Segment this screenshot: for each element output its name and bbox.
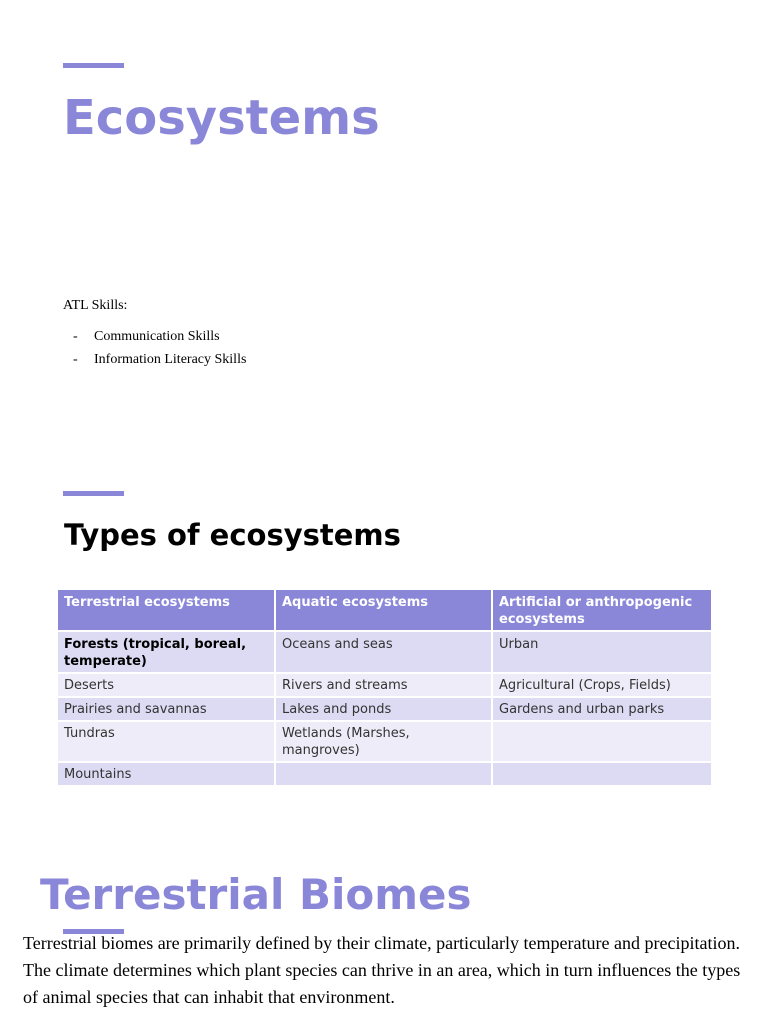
table-row — [58, 762, 711, 786]
table-header-row — [58, 590, 711, 631]
table-cell: Tundras — [58, 721, 275, 762]
section-accent-bar — [63, 491, 124, 496]
table-row — [58, 721, 711, 762]
table-cell: Wetlands (Marshes, mangroves) — [275, 721, 492, 762]
table-cell — [275, 762, 492, 786]
list-bullet: - — [73, 351, 78, 367]
types-heading: Types of ecosystems — [64, 518, 401, 552]
table-cell: Urban — [492, 631, 711, 673]
biomes-paragraph: Terrestrial biomes are primarily defined by their climate, particularly temperature and precipitation. The climate determines which plant species can thrive in an area, which in turn influences the types of animal species that can inhabit that environment. — [23, 933, 741, 1007]
table-cell: Deserts — [58, 673, 275, 697]
table-cell: Oceans and seas — [275, 631, 492, 673]
column-header-aquatic: Aquatic ecosystems — [275, 590, 492, 631]
atl-skills-list — [63, 327, 246, 372]
column-header-terrestrial: Terrestrial ecosystems — [58, 590, 275, 631]
table-cell: Prairies and savannas — [58, 697, 275, 721]
table-cell: Mountains — [58, 762, 275, 786]
list-item-label: Communication Skills — [94, 329, 220, 344]
table-row — [58, 631, 711, 673]
table-cell — [492, 762, 711, 786]
list-bullet: - — [73, 329, 78, 344]
title-accent-bar — [63, 63, 124, 68]
ecosystem-types-table — [58, 590, 711, 787]
atl-skills-heading: ATL Skills: — [63, 298, 128, 313]
list-item-label: Information Literacy Skills — [94, 351, 247, 367]
column-header-artificial: Artificial or anthropogenic ecosystems — [492, 590, 711, 631]
table-row — [58, 697, 711, 721]
table-cell: Lakes and ponds — [275, 697, 492, 721]
table-row — [58, 673, 711, 697]
table-cell: Agricultural (Crops, Fields) — [492, 673, 711, 697]
list-item — [63, 350, 246, 373]
biomes-heading: Terrestrial Biomes — [40, 870, 472, 919]
list-item — [63, 327, 246, 350]
page-title: Ecosystems — [63, 90, 380, 146]
table-cell — [492, 721, 711, 762]
table-cell: Rivers and streams — [275, 673, 492, 697]
table-cell: Gardens and urban parks — [492, 697, 711, 721]
table-cell: Forests (tropical, boreal, temperate) — [58, 631, 275, 673]
